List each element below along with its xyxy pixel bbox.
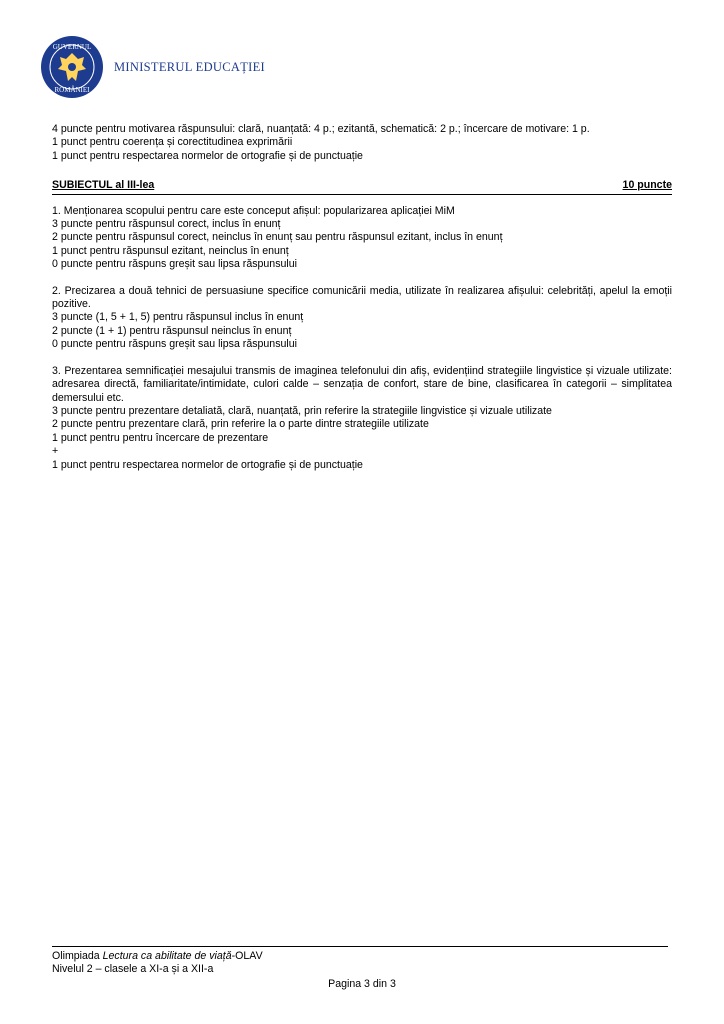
footer-level: Nivelul 2 – clasele a XI-a și a XII-a [52, 963, 214, 976]
item3-line: 1 punct pentru pentru încercare de prezentare [52, 431, 269, 444]
item3-plus: + [52, 445, 59, 458]
subject-heading [52, 179, 672, 194]
page-number: Pagina 3 din 3 [328, 978, 396, 990]
government-seal-icon [40, 35, 104, 99]
subject-title: SUBIECTUL al III-lea [52, 179, 155, 192]
item1-line: 2 puncte pentru răspunsul corect, neinclus în enunț sau pentru răspunsul ezitant, inclus în enunț [52, 231, 503, 244]
svg-text:GUVERNUL: GUVERNUL [52, 43, 92, 51]
intro-line: 1 punct pentru coerența și corectitudinea exprimării [52, 136, 293, 149]
svg-text:ROMÂNIEI: ROMÂNIEI [54, 86, 90, 94]
subject-points: 10 puncte [622, 179, 672, 192]
item1-line: 0 puncte pentru răspuns greșit sau lipsa răspunsului [52, 258, 297, 271]
footer-olympiad: Olimpiada Lectura ca abilitate de viață-OLAV [52, 950, 263, 962]
document-body [52, 123, 672, 472]
item3-line: 2 puncte pentru prezentare clară, prin referire la o parte dintre strategiile utilizate [52, 418, 429, 431]
ministry-name: MINISTERUL EDUCAȚIEI [114, 59, 266, 74]
intro-line: 4 puncte pentru motivarea răspunsului: clară, nuanțată: 4 p.; ezitantă, schematică: 2 p.; încercare de motivare: 1 p. [52, 123, 590, 135]
item1-line: 3 puncte pentru răspunsul corect, inclus în enunț [52, 218, 281, 231]
item3-line: 3 puncte pentru prezentare detaliată, clară, nuanțată, prin referire la strategiile lingvistice și vizuale utilizate [52, 404, 552, 417]
header [40, 32, 265, 102]
footer [52, 950, 263, 977]
item1-statement: 1. Menționarea scopului pentru care este conceput afișul: popularizarea aplicației MiM [52, 204, 455, 217]
footer-divider [52, 946, 668, 947]
item2-line: 3 puncte (1, 5 + 1, 5) pentru răspunsul inclus în enunț [52, 311, 304, 324]
item3-line: 1 punct pentru respectarea normelor de ortografie și de punctuație [52, 458, 363, 471]
item2-statement: 2. Precizarea a două tehnici de persuasiune specifice comunicării media, utilizate în realizarea afișului: celebrități, apelul la emoții pozitive. [52, 284, 672, 311]
item1-line: 1 punct pentru răspunsul ezitant, neinclus în enunț [52, 244, 289, 257]
item3-statement: 3. Prezentarea semnificației mesajului transmis de imaginea telefonului din afiș, evidențiind strategiile lingvistice și vizuale utilizate: adresarea directă, familiaritate/intimidate, culori calde – senzația de confort, stare de bine, clasificarea în categorii – simplitatea demersului etc. [52, 364, 672, 404]
item2-line: 2 puncte (1 + 1) pentru răspunsul neinclus în enunț [52, 324, 292, 337]
item2-line: 0 puncte pentru răspuns greșit sau lipsa răspunsului [52, 338, 297, 351]
intro-line: 1 punct pentru respectarea normelor de ortografie și de punctuație [52, 149, 363, 162]
